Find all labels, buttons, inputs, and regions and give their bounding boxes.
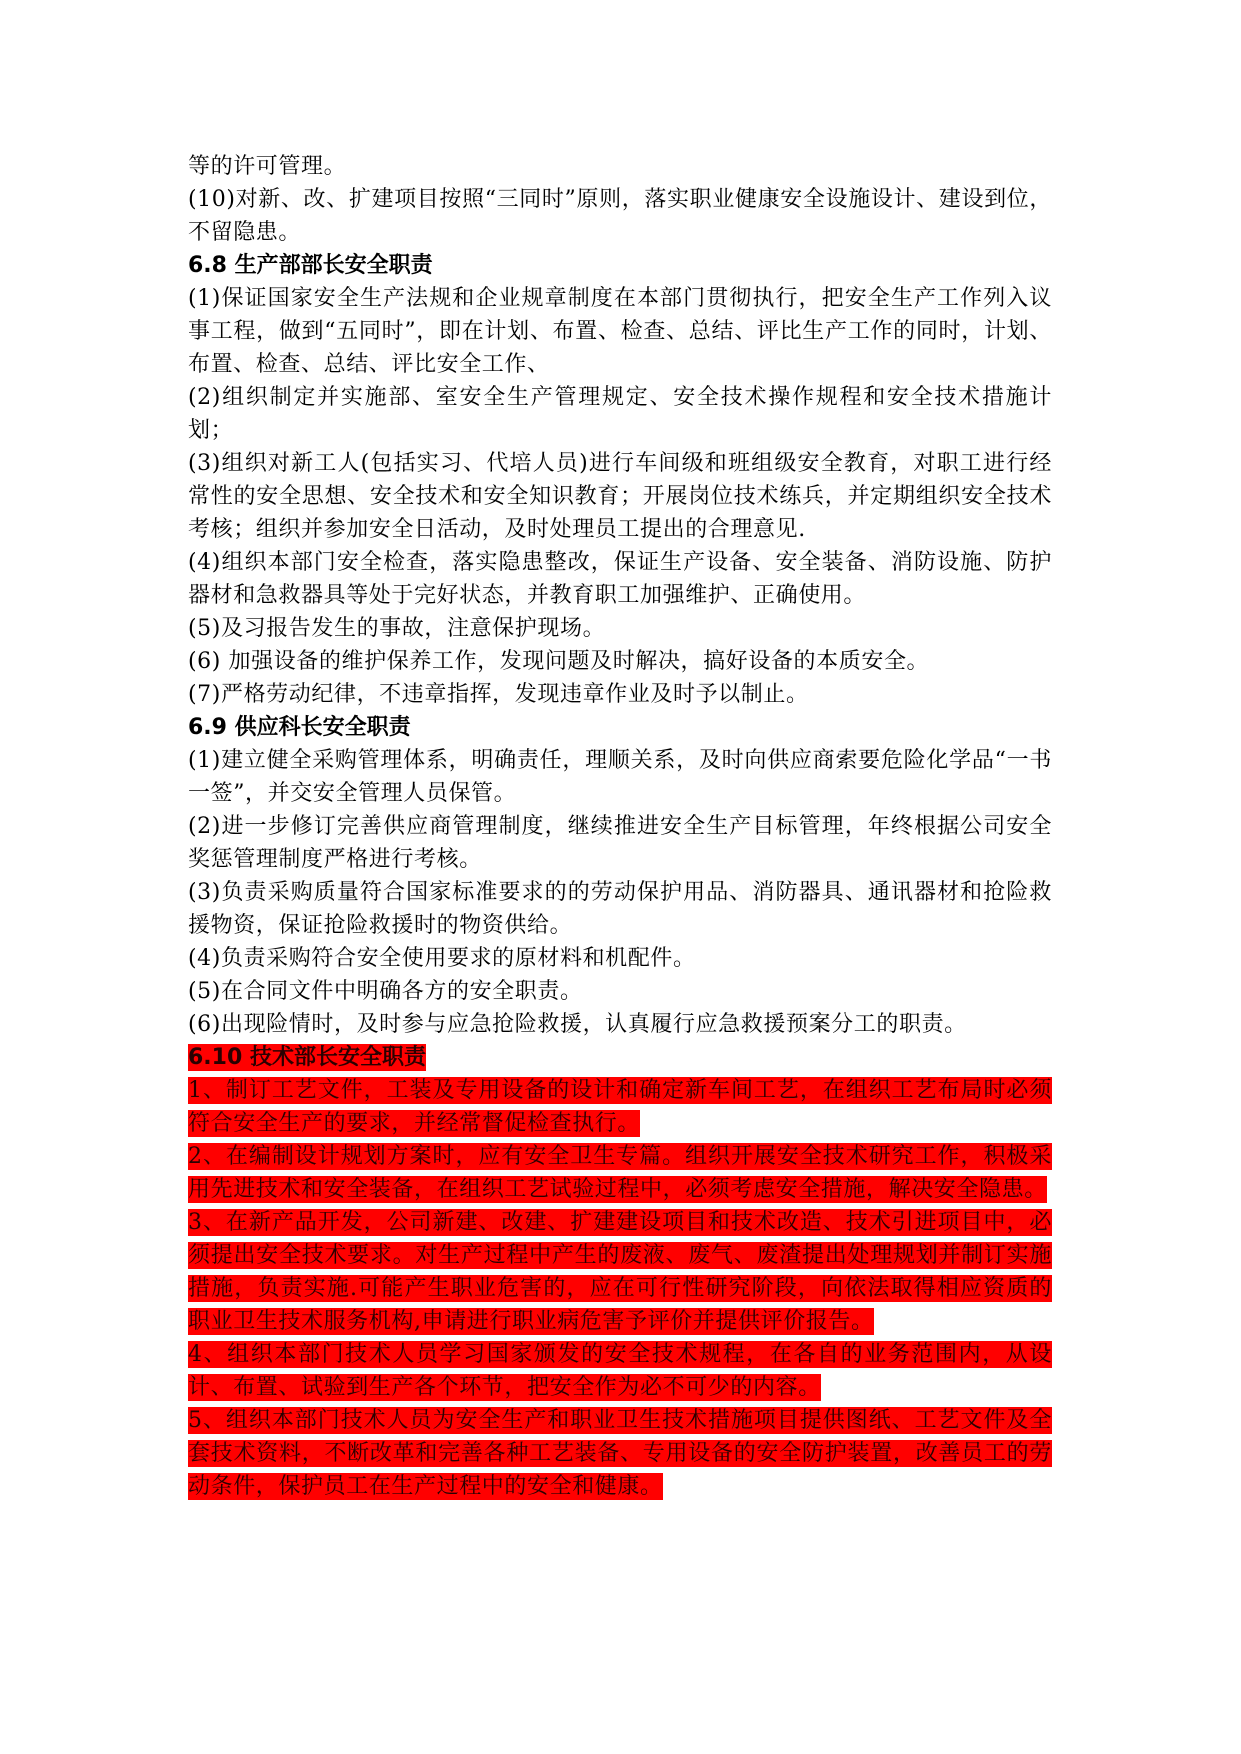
list-item: (4)组织本部门安全检查，落实隐患整改，保证生产设备、安全装备、消防设施、防护器材和急救器具等处于完好状态，并教育职工加强维护、正确使用。 xyxy=(188,550,1052,608)
highlighted-list-item xyxy=(188,1206,1052,1338)
list-item: (3)组织对新工人(包括实习、代培人员)进行车间级和班组级安全教育，对职工进行经常性的安全思想、安全技术和安全知识教育；开展岗位技术练兵，并定期组织安全技术考核；组织并参加安全日活动，及时处理员工提出的合理意见. xyxy=(188,451,1052,542)
highlighted-heading-6-10 xyxy=(188,1041,1052,1074)
list-item: (3)负责采购质量符合国家标准要求的的劳动保护用品、消防器具、通讯器材和抢险救援物资，保证抢险救援时的物资供给。 xyxy=(188,880,1052,938)
highlighted-list-item xyxy=(188,1338,1052,1404)
highlighted-list-item xyxy=(188,1074,1052,1140)
paragraph: 等的许可管理。 xyxy=(188,154,347,179)
list-item-text: 4、组织本部门技术人员学习国家颁发的安全技术规程，在各自的业务范围内，从设计、布置、试验到生产各个环节，把安全作为必不可少的内容。 xyxy=(188,1342,1052,1400)
paragraph: (10)对新、改、扩建项目按照“三同时”原则，落实职业健康安全设施设计、建设到位，不留隐患。 xyxy=(188,187,1052,245)
list-item: (6) 加强设备的维护保养工作，发现问题及时解决，搞好设备的本质安全。 xyxy=(188,649,930,674)
list-item: (5)在合同文件中明确各方的安全职责。 xyxy=(188,979,583,1004)
section-heading-6-9: 6.9 供应科长安全职责 xyxy=(188,715,411,740)
list-item: (2)进一步修订完善供应商管理制度，继续推进安全生产目标管理，年终根据公司安全奖惩管理制度严格进行考核。 xyxy=(188,814,1052,872)
list-item: (1)建立健全采购管理体系，明确责任，理顺关系，及时向供应商索要危险化学品“一书一签”，并交安全管理人员保管。 xyxy=(188,748,1052,806)
highlighted-list-item xyxy=(188,1140,1052,1206)
highlighted-list-item xyxy=(188,1404,1052,1503)
list-item: (7)严格劳动纪律，不违章指挥，发现违章作业及时予以制止。 xyxy=(188,682,809,707)
list-item: (5)及习报告发生的事故，注意保护现场。 xyxy=(188,616,606,641)
list-item: (1)保证国家安全生产法规和企业规章制度在本部门贯彻执行，把安全生产工作列入议事工程，做到“五同时”，即在计划、布置、检查、总结、评比生产工作的同时，计划、布置、检查、总结、评比安全工作、 xyxy=(188,286,1052,377)
list-item-text: 5、组织本部门技术人员为安全生产和职业卫生技术措施项目提供图纸、工艺文件及全套技术资料，不断改革和完善各种工艺装备、专用设备的安全防护装置，改善员工的劳动条件，保护员工在生产过程中的安全和健康。 xyxy=(188,1408,1052,1499)
list-item-text: 3、在新产品开发，公司新建、改建、扩建建设项目和技术改造、技术引进项目中，必须提出安全技术要求。对生产过程中产生的废液、废气、废渣提出处理规划并制订实施措施，负责实施.可能产生职业危害的，应在可行性研究阶段，向依法取得相应资质的职业卫生技术服务机构,申请进行职业病危害予评价并提供评价报告。 xyxy=(188,1210,1052,1334)
list-item-text: 2、在编制设计规划方案时，应有安全卫生专篇。组织开展安全技术研究工作，积极采用先进技术和安全装备，在组织工艺试验过程中，必须考虑安全措施，解决安全隐患。 xyxy=(188,1144,1052,1202)
list-item: (2)组织制定并实施部、室安全生产管理规定、安全技术操作规程和安全技术措施计划； xyxy=(188,385,1052,443)
section-heading-6-8: 6.8 生产部部长安全职责 xyxy=(188,253,433,278)
section-heading-6-10: 6.10 技术部长安全职责 xyxy=(188,1045,426,1070)
document-body xyxy=(188,150,1052,1503)
list-item: (6)出现险情时，及时参与应急抢险救援，认真履行应急救援预案分工的职责。 xyxy=(188,1012,967,1037)
list-item-text: 1、制订工艺文件，工装及专用设备的设计和确定新车间工艺，在组织工艺布局时必须符合安全生产的要求，并经常督促检查执行。 xyxy=(188,1078,1052,1136)
list-item: (4)负责采购符合安全使用要求的原材料和机配件。 xyxy=(188,946,696,971)
